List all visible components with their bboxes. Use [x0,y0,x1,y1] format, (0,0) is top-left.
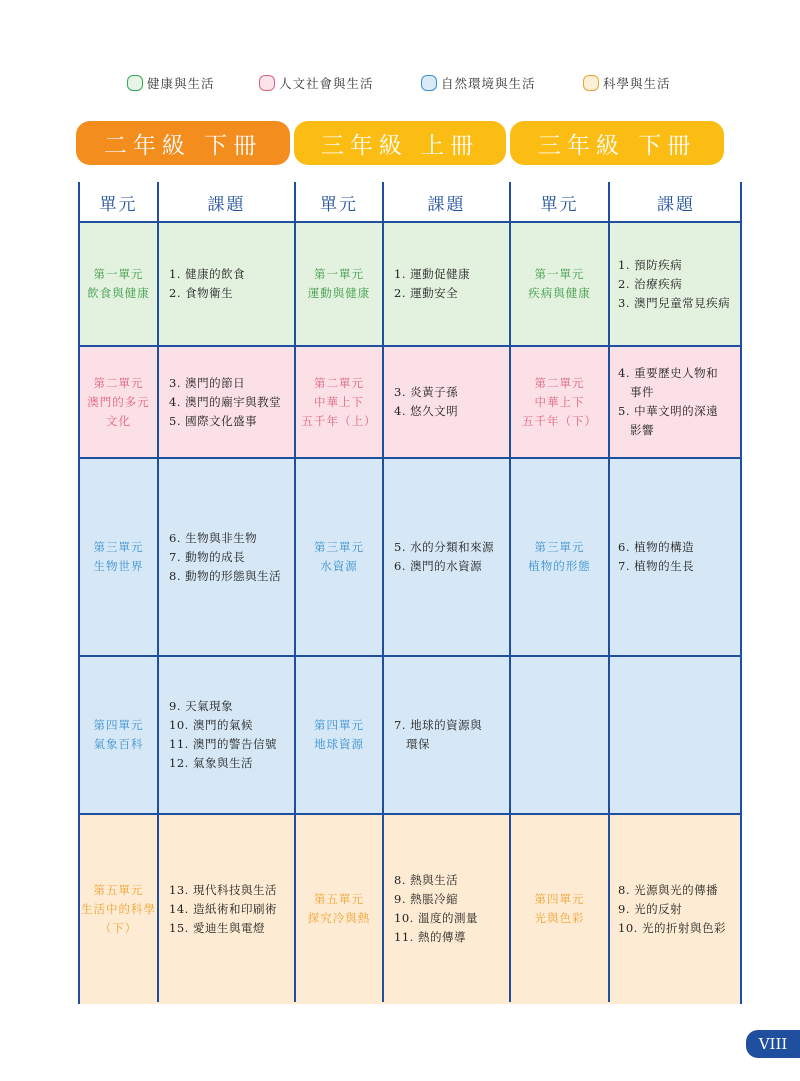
unit-cell [80,656,157,814]
unit-number: 第二單元 [534,375,585,390]
topics-cell [384,222,509,346]
unit-title: 文化 [106,413,131,428]
topics-cell [610,346,742,458]
topic-item: 3. 澳門兒童常見疾病 [618,295,731,310]
unit-cell [511,458,608,656]
unit-cell [296,814,382,1004]
column-header-topic: 課題 [657,194,695,215]
unit-number: 第一單元 [314,267,364,281]
unit-cell [296,656,382,814]
legend-label: 科學與生活 [603,76,671,91]
unit-number: 第四單元 [93,718,144,732]
topic-item: 5. 國際文化盛事 [169,413,258,428]
topic-item: 5. 水的分類和來源 [394,540,495,554]
legend-swatch-pink [259,75,275,91]
topic-item: 4. 澳門的廟宇與教堂 [169,394,282,409]
topic-item: 3. 炎黃子孫 [394,385,459,399]
unit-number: 第五單元 [314,892,364,906]
topic-item: 8. 動物的形態與生活 [169,568,282,583]
topic-item: 14. 造紙術和印刷術 [169,901,277,916]
legend-item-nature [421,74,536,92]
topic-item: 7. 動物的成長 [169,549,246,564]
topic-item: 1. 健康的飲食 [169,267,246,281]
topics-cell [384,656,509,814]
legend-item-humanities [259,74,374,92]
topic-item: 10. 光的折射與色彩 [618,920,726,935]
unit-cell [511,346,608,458]
unit-number: 第三單元 [314,540,364,554]
topic-item: 2. 食物衛生 [169,286,234,300]
column-header-unit: 單元 [540,194,579,215]
unit-cell [80,814,157,1004]
column-header-unit: 單元 [99,194,138,215]
topic-item: 9. 熱脹冷縮 [394,892,459,906]
legend-label: 自然環境與生活 [441,76,536,91]
topic-item: 15. 愛迪生與電燈 [169,920,265,935]
page-number: VIII [746,1030,800,1058]
unit-cell [80,346,157,458]
unit-title: 生物世界 [93,559,144,573]
topic-item: 2. 運動安全 [394,286,459,300]
topics-cell [610,458,742,656]
legend-swatch-green [127,75,143,91]
unit-title: 光與色彩 [534,911,585,925]
unit-number: 第二單元 [93,375,144,390]
topic-item: 事件 [630,385,654,399]
topic-item: 環保 [406,737,430,751]
unit-title: 五千年（上） [301,413,377,428]
unit-title: 運動與健康 [307,286,371,300]
topic-item: 5. 中華文明的深遠 [618,404,719,418]
topic-item: 8. 光源與光的傳播 [618,882,719,897]
unit-number: 第二單元 [314,375,364,390]
grade-header-3b: 三年級 下冊 [510,121,724,165]
topic-item: 6. 植物的構造 [618,540,695,554]
legend-label: 人文社會與生活 [279,76,374,91]
topic-item: 6. 生物與非生物 [169,530,258,545]
grade-header-2b: 二年級 下冊 [76,121,290,165]
unit-number: 第五單元 [93,882,144,897]
unit-number: 第一單元 [534,267,585,281]
topics-cell [159,458,294,656]
topics-cell [159,656,294,814]
legend-label: 健康與生活 [147,76,215,91]
unit-cell [80,458,157,656]
unit-title: 中華上下 [534,394,585,409]
legend-item-health [127,74,215,92]
topic-item: 4. 重要歷史人物和 [618,366,719,380]
topics-cell [159,222,294,346]
topic-item: 7. 地球的資源與 [394,718,483,732]
topic-item: 1. 預防疾病 [618,257,683,272]
legend-swatch-blue [421,75,437,91]
column-header-topic: 課題 [427,194,466,215]
topic-item: 11. 澳門的警告信號 [169,737,277,751]
unit-title: 水資源 [320,559,358,573]
topic-item: 4. 悠久文明 [394,404,459,418]
topic-item: 9. 天氣現象 [169,699,234,713]
topics-cell [384,814,509,1004]
topic-item: 8. 熱與生活 [394,873,459,887]
unit-cell [80,222,157,346]
legend-swatch-orange [583,75,599,91]
topics-cell [159,346,294,458]
topic-item: 13. 現代科技與生活 [169,882,277,897]
legend [0,74,800,98]
unit-cell [296,458,382,656]
unit-title: 地球資源 [314,737,364,751]
unit-title: 中華上下 [314,394,364,409]
topic-item: 11. 熱的傳導 [394,930,466,944]
legend-item-science [583,74,671,92]
topic-item: 7. 植物的生長 [618,559,695,573]
unit-cell [511,222,608,346]
unit-number: 第四單元 [314,718,364,732]
unit-title: 飲食與健康 [87,286,150,300]
unit-number: 第一單元 [93,267,144,281]
topics-cell [384,346,509,458]
unit-title: 生活中的科學 [81,901,156,916]
column-header-topic: 課題 [207,194,246,215]
topic-item: 6. 澳門的水資源 [394,559,483,573]
curriculum-table [78,182,742,1004]
topic-item: 影響 [630,423,654,437]
topics-cell [610,814,742,1004]
topic-item: 3. 澳門的節日 [169,375,246,390]
topic-item: 10. 溫度的測量 [394,911,478,925]
unit-cell [296,346,382,458]
topics-cell [159,814,294,1004]
unit-number: 第四單元 [534,892,585,906]
topic-item: 10. 澳門的氣候 [169,718,253,732]
topic-item: 12. 氣象與生活 [169,756,253,770]
column-header-unit: 單元 [320,194,358,215]
unit-title: 植物的形態 [528,559,591,573]
unit-title: 澳門的多元 [87,394,150,409]
topic-item: 2. 治療疾病 [618,276,683,291]
topic-item: 1. 運動促健康 [394,267,471,281]
topics-cell [610,222,742,346]
unit-number: 第三單元 [93,540,144,554]
unit-cell [296,222,382,346]
unit-title: 疾病與健康 [528,286,591,300]
topics-cell [384,458,509,656]
unit-number: 第三單元 [534,540,585,554]
unit-title: 五千年（下） [522,413,597,428]
unit-title: 探究冷與熱 [307,911,371,925]
topic-item: 9. 光的反射 [618,901,683,916]
grade-header-3a: 三年級 上冊 [294,121,506,165]
unit-cell [511,814,608,1004]
unit-title: 氣象百科 [93,737,144,751]
unit-title: （下） [99,920,138,935]
